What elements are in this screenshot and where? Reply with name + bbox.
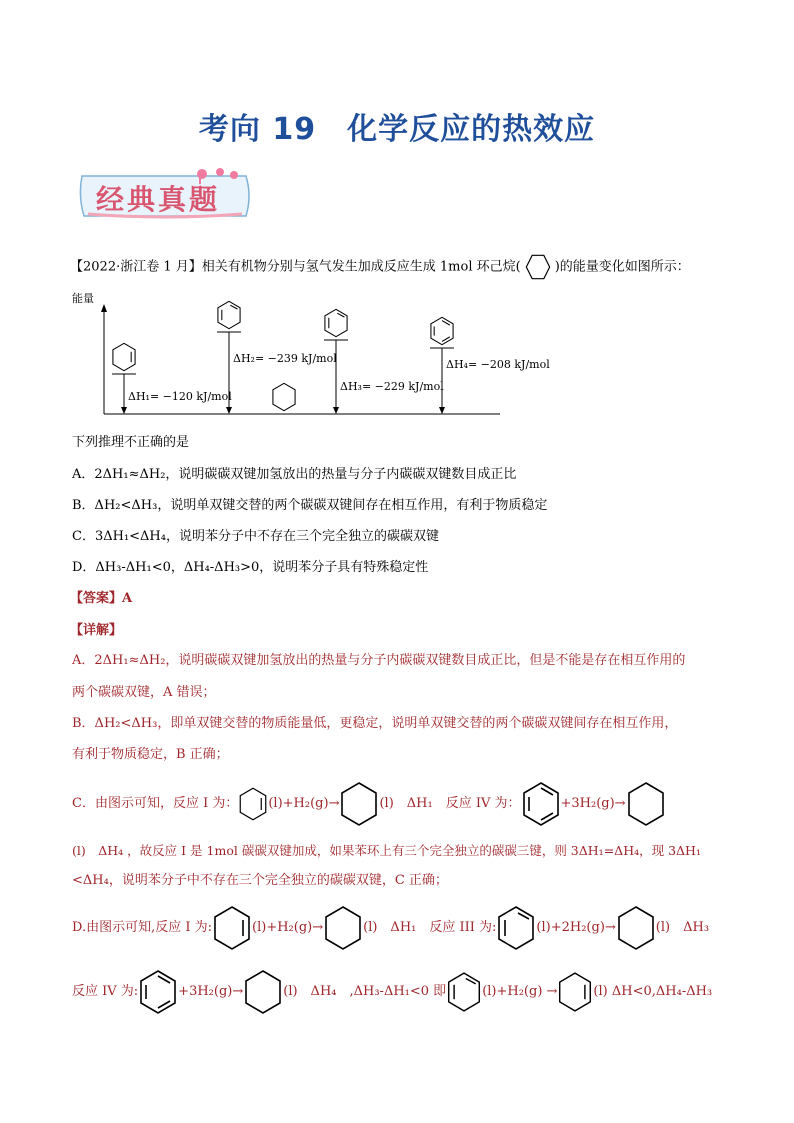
- option-c: C．3ΔH₁<ΔH₄，说明苯分子中不存在三个完全独立的碳碳双键: [72, 529, 439, 544]
- cyclohexene-icon: [212, 905, 252, 951]
- y-axis-arrow: [101, 304, 107, 312]
- dh3-label: ΔH₃= −229 kJ/mol: [340, 380, 444, 393]
- detail-c-mid3: +3H₂(g)→: [560, 796, 626, 811]
- cyclohexane-icon: [521, 252, 555, 282]
- answer: 【答案】A: [70, 591, 133, 606]
- detail-b1: B．ΔH₂<ΔH₃，即单双键交替的物质能量低，更稳定，说明单双键交替的两个碳碳双键间存在相互作用，: [72, 716, 678, 731]
- detail-c-mid2: (l) ΔH₁ 反应 IV 为：: [379, 796, 521, 811]
- y-axis-label: 能量: [72, 292, 94, 305]
- question: 下列推理不正确的是: [72, 435, 190, 450]
- banner-text: 经典真题: [96, 183, 221, 216]
- detail-a1: A．2ΔH₁≈ΔH₂，说明碳碳双键加氢放出的热量与分子内碳碳双键数目成正比，但是不能是存在相互作用的: [72, 653, 686, 668]
- detail-e-mid3: (l)+H₂(g) →: [482, 984, 558, 999]
- energy-diagram: [72, 288, 550, 420]
- dh4-label: ΔH₄= −208 kJ/mol: [446, 358, 550, 371]
- detail-a2: 两个碳碳双键，A 错误；: [72, 685, 216, 700]
- cyclohexadiene-icon: [218, 301, 240, 328]
- cyclohexane-icon: [616, 905, 656, 951]
- intro-source: 【2022·浙江卷 1 月】: [70, 259, 202, 275]
- detail-c1: [72, 780, 666, 828]
- detail-c2: (l) ΔH₄ ，故反应 I 是 1mol 碳碳双键加成，如果苯环上有三个完全独立的碳碳三键，则 3ΔH₁=ΔH₄，现 3ΔH₁: [72, 843, 701, 858]
- cyclohexane-icon: [323, 905, 363, 951]
- cyclohexane-icon: [243, 969, 283, 1015]
- cyclohexene-icon: [557, 969, 593, 1015]
- detail-heading: 【详解】: [70, 623, 123, 638]
- intro-text-b: )的能量变化如图所示：: [554, 259, 690, 275]
- detail-c-mid1: (l)+H₂(g)→: [268, 796, 340, 811]
- cyclohexane-product-icon: [273, 383, 295, 410]
- cyclohexane-icon: [339, 781, 379, 827]
- option-b: B．ΔH₂<ΔH₃，说明单双键交替的两个碳碳双键间存在相互作用，有利于物质稳定: [72, 498, 548, 513]
- page-title: 考向 19 化学反应的热效应: [198, 112, 596, 147]
- detail-e-mid4: (l) ΔH<0,ΔH₄-ΔH₃: [593, 984, 713, 999]
- detail-b2: 有利于物质稳定，B 正确；: [72, 747, 229, 762]
- conjugated-diene-icon: [446, 969, 482, 1015]
- dh1-label: ΔH₁= −120 kJ/mol: [128, 390, 232, 403]
- detail-d-mid1: (l)+H₂(g)→: [252, 920, 324, 935]
- cyclohexene-icon: [113, 343, 135, 370]
- benzene-icon: [431, 317, 453, 344]
- intro-line: [70, 252, 690, 282]
- benzene-icon: [138, 969, 178, 1015]
- option-d: D．ΔH₃-ΔH₁<0，ΔH₄-ΔH₃>0，说明苯分子具有特殊稳定性: [72, 560, 429, 575]
- conjugated-diene-icon: [325, 309, 347, 336]
- cyclohexadiene-icon: [496, 905, 536, 951]
- benzene-icon: [521, 781, 561, 827]
- detail-d-mid2: (l) ΔH₁ 反应 III 为:: [363, 920, 497, 935]
- detail-d-prefix: D.由图示可知,反应 I 为:: [72, 920, 213, 935]
- detail-c-prefix: C．由图示可知，反应 I 为：: [72, 796, 239, 811]
- detail-d-mid3: (l)+2H₂(g)→: [536, 920, 616, 935]
- detail-e1: [72, 968, 712, 1016]
- cyclohexene-icon: [238, 781, 268, 827]
- section-banner: [74, 166, 254, 220]
- intro-text-a: 相关有机物分别与氢气发生加成反应生成 1mol 环己烷(: [201, 259, 521, 275]
- detail-d1: [72, 904, 709, 952]
- detail-e-mid1: +3H₂(g)→: [178, 984, 244, 999]
- detail-e-mid2: (l) ΔH₄ ,ΔH₃-ΔH₁<0 即: [283, 984, 447, 999]
- detail-d-mid4: (l) ΔH₃: [655, 920, 710, 935]
- option-a: A．2ΔH₁≈ΔH₂，说明碳碳双键加氢放出的热量与分子内碳碳双键数目成正比: [72, 467, 517, 482]
- cyclohexane-icon: [626, 781, 666, 827]
- dh2-label: ΔH₂= −239 kJ/mol: [233, 352, 337, 365]
- detail-e-prefix: 反应 IV 为:: [72, 984, 139, 999]
- detail-c3: <ΔH₄，说明苯分子中不存在三个完全独立的碳碳双键，C 正确；: [72, 873, 448, 888]
